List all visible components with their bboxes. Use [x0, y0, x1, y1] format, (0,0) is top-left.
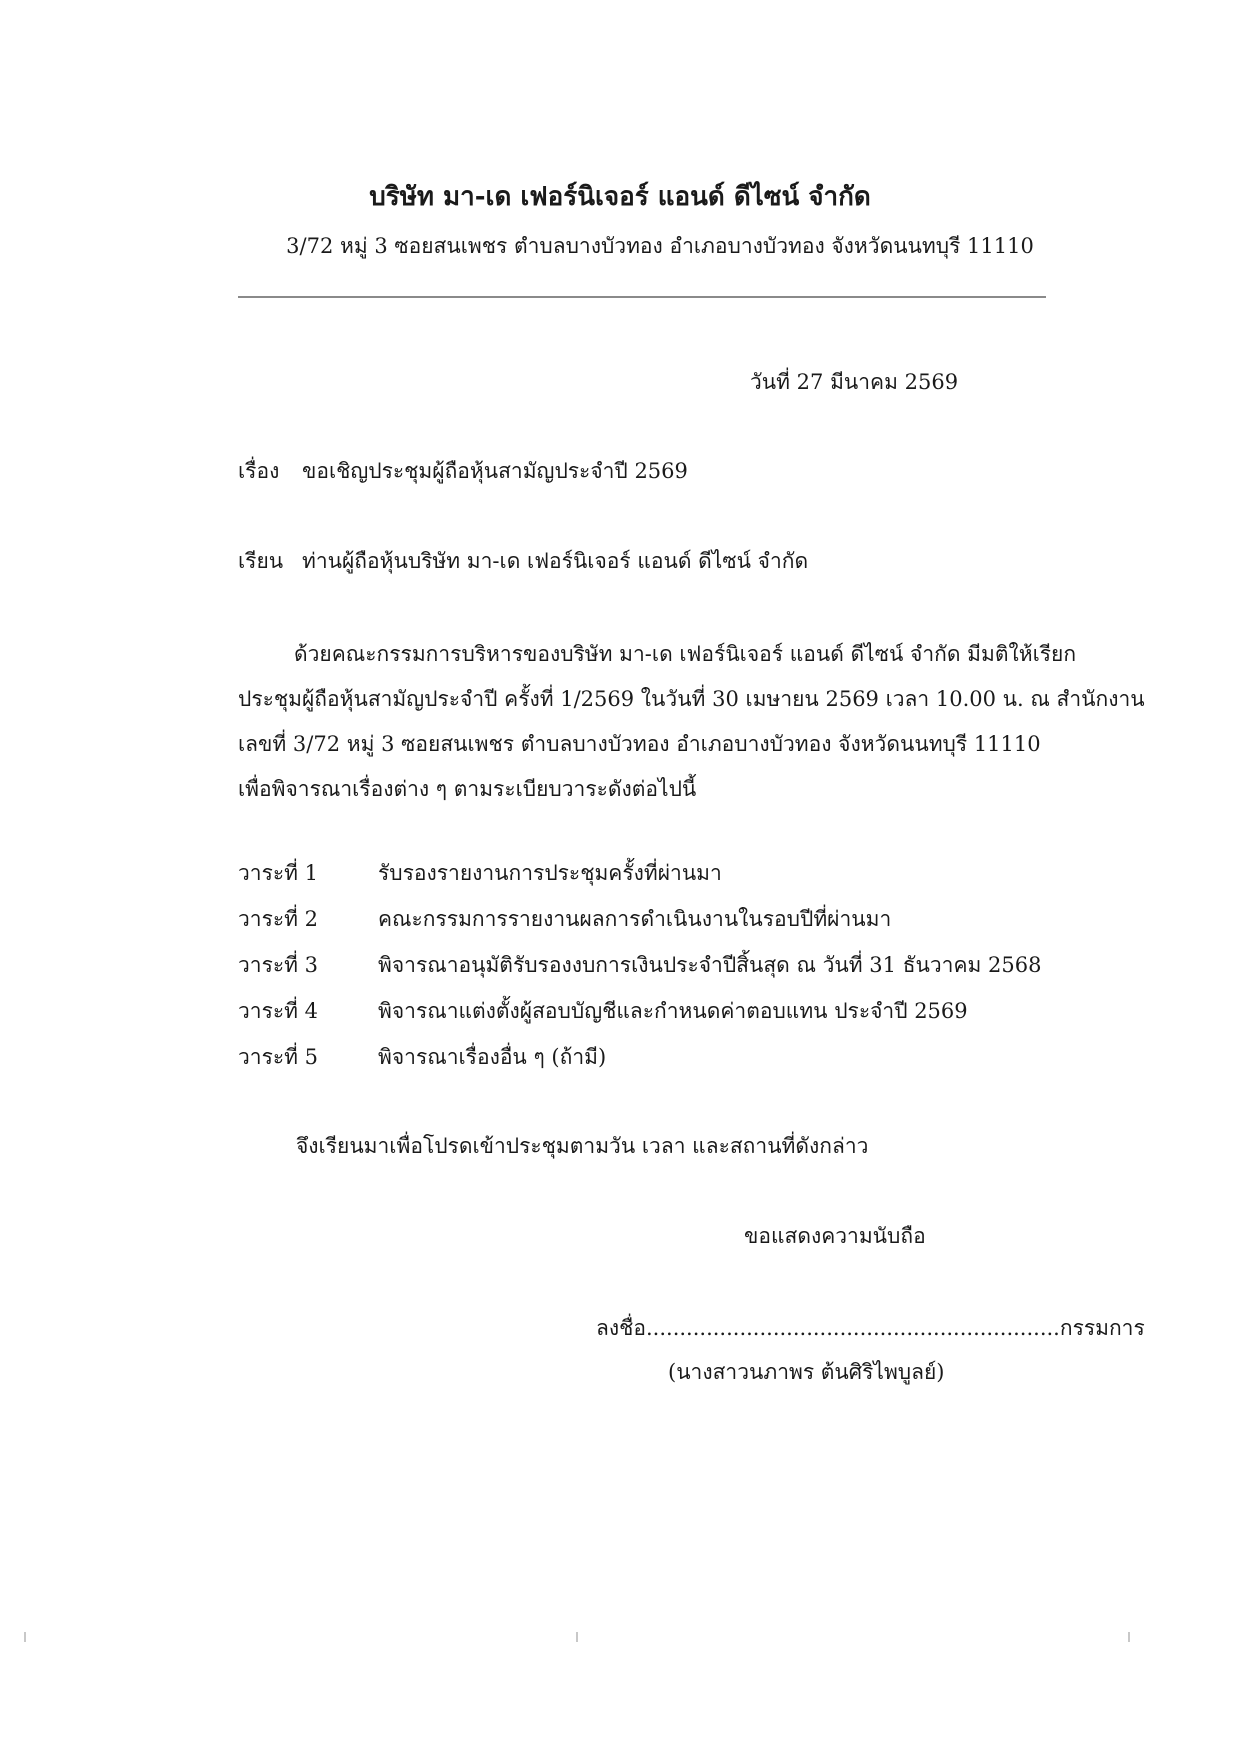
body-line: เพื่อพิจารณาเรื่องต่าง ๆ ตามระเบียบวาระดังต่อไปนี้	[238, 777, 697, 801]
agenda-list	[238, 857, 1138, 1087]
agenda-text: คณะกรรมการรายงานผลการดำเนินงานในรอบปีที่ผ่านมา	[378, 907, 892, 931]
regards: ขอแสดงความนับถือ	[744, 1224, 926, 1248]
recipient-text: ท่านผู้ถือหุ้นบริษัท มา-เด เฟอร์นิเจอร์ แอนด์ ดีไซน์ จำกัด	[302, 549, 809, 573]
company-name: บริษัท มา-เด เฟอร์นิเจอร์ แอนด์ ดีไซน์ จำกัด	[369, 182, 871, 212]
agenda-text: พิจารณาแต่งตั้งผู้สอบบัญชีและกำหนดค่าตอบแทน ประจำปี 2569	[378, 999, 968, 1023]
scan-speck	[576, 1632, 578, 1642]
agenda-text: รับรองรายงานการประชุมครั้งที่ผ่านมา	[378, 861, 722, 885]
agenda-text: พิจารณาเรื่องอื่น ๆ (ถ้ามี)	[378, 1045, 607, 1069]
agenda-item	[238, 1041, 1138, 1087]
company-address: 3/72 หมู่ 3 ซอยสนเพชร ตำบลบางบัวทอง อำเภอบางบัวทอง จังหวัดนนทบุรี 11110	[286, 234, 1034, 258]
closing-sentence: จึงเรียนมาเพื่อโปรดเข้าประชุมตามวัน เวลา และสถานที่ดังกล่าว	[296, 1134, 869, 1158]
agenda-item	[238, 949, 1138, 995]
agenda-item	[238, 857, 1138, 903]
agenda-number: วาระที่ 2	[238, 907, 319, 931]
letter-date: วันที่ 27 มีนาคม 2569	[750, 370, 959, 394]
subject-label: เรื่อง	[238, 459, 280, 483]
body-paragraph	[238, 632, 1145, 812]
body-line: เลขที่ 3/72 หมู่ 3 ซอยสนเพชร ตำบลบางบัวทอง อำเภอบางบัวทอง จังหวัดนนทบุรี 11110	[238, 732, 1041, 756]
agenda-number: วาระที่ 3	[238, 953, 319, 977]
signer-name: (นางสาวนภาพร ต้นศิริไพบูลย์)	[668, 1360, 945, 1384]
scan-speck	[1128, 1632, 1130, 1642]
agenda-number: วาระที่ 4	[238, 999, 319, 1023]
signature-line: ลงชื่อ..............................................................กรรมการ	[596, 1316, 1145, 1340]
agenda-number: วาระที่ 1	[238, 861, 319, 885]
header-divider	[238, 296, 1046, 298]
body-line: ด้วยคณะกรรมการบริหารของบริษัท มา-เด เฟอร์นิเจอร์ แอนด์ ดีไซน์ จำกัด มีมติให้เรียก	[294, 642, 1077, 666]
agenda-item	[238, 995, 1138, 1041]
agenda-item	[238, 903, 1138, 949]
agenda-number: วาระที่ 5	[238, 1045, 319, 1069]
body-line: ประชุมผู้ถือหุ้นสามัญประจำปี ครั้งที่ 1/2569 ในวันที่ 30 เมษายน 2569 เวลา 10.00 น. ณ สำนักงาน	[238, 687, 1145, 711]
subject-text: ขอเชิญประชุมผู้ถือหุ้นสามัญประจำปี 2569	[302, 459, 688, 483]
recipient-label: เรียน	[238, 549, 284, 573]
scan-speck	[24, 1632, 26, 1642]
agenda-text: พิจารณาอนุมัติรับรองงบการเงินประจำปีสิ้นสุด ณ วันที่ 31 ธันวาคม 2568	[378, 953, 1042, 977]
